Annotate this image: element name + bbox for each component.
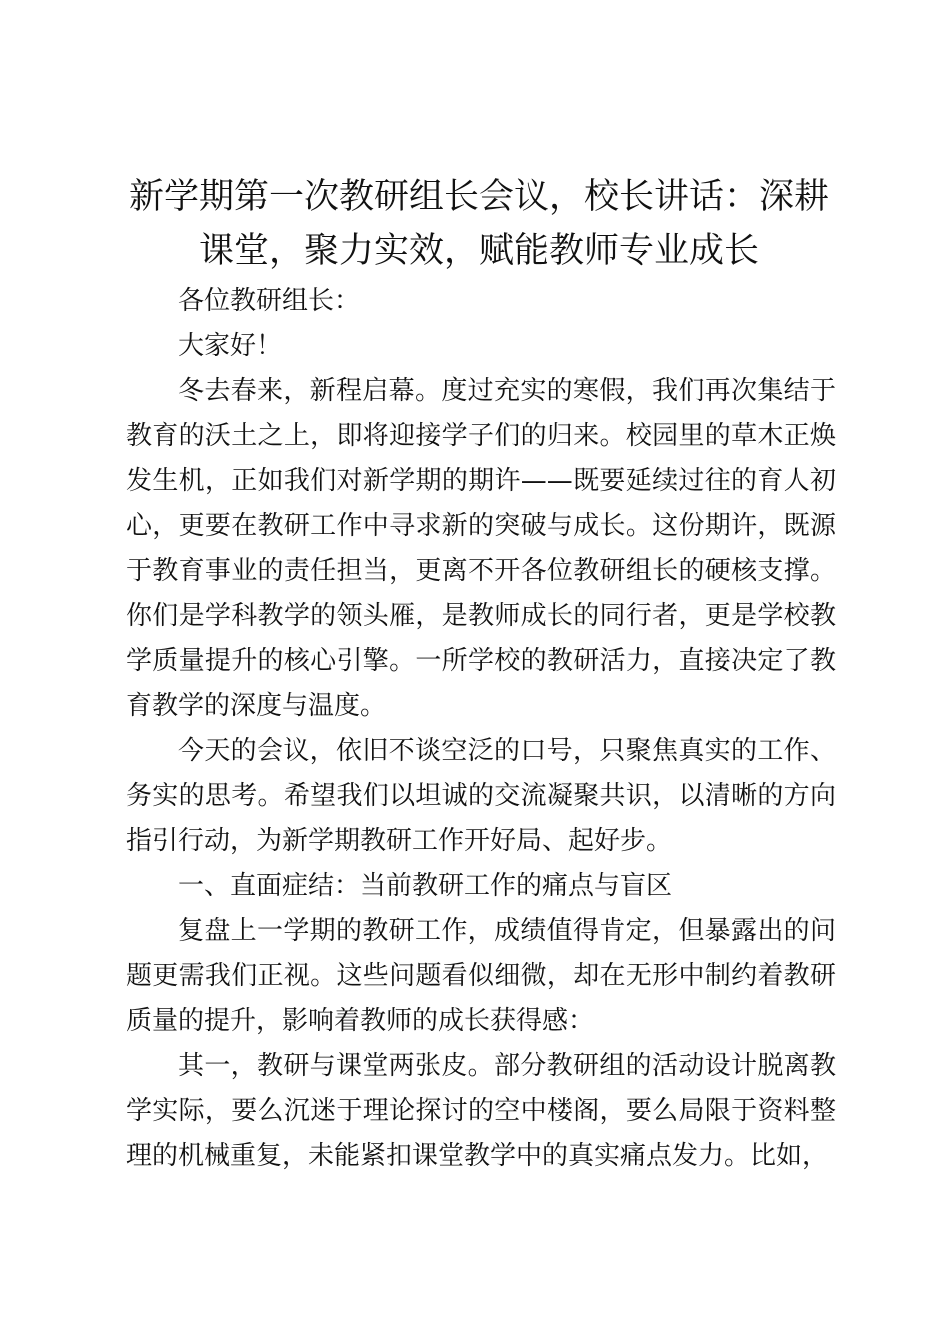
greeting: 大家好！: [178, 331, 283, 361]
document-body: [126, 279, 836, 1179]
document-title: 新学期第一次教研组长会议，校长讲话：深耕课堂，聚力实效，赋能教师专业成长: [128, 177, 829, 271]
paragraph-opening: 冬去春来，新程启幕。度过充实的寒假，我们再次集结于教育的沃土之上，即将迎接学子们的归来。校园里的草木正焕发生机，正如我们对新学期的期许——既要延续过往的育人初心，更要在教研工作中寻求新的突破与成长。这份期许，既源于教育事业的责任担当，更离不开各位教研组长的硬核支撑。你们是学科教学的领头雁，是教师成长的同行者，更是学校教学质量提升的核心引擎。一所学校的教研活力，直接决定了教育教学的深度与温度。: [126, 376, 836, 721]
salutation: 各位教研组长：: [178, 286, 361, 316]
section-heading-1: 一、直面症结：当前教研工作的痛点与盲区: [178, 871, 673, 901]
paragraph-issue-1: 其一，教研与课堂两张皮。部分教研组的活动设计脱离教学实际，要么沉迷于理论探讨的空中楼阁，要么局限于资料整理的机械重复，未能紧扣课堂教学中的真实痛点发力。比如，: [126, 1051, 836, 1171]
paragraph-review: 复盘上一学期的教研工作，成绩值得肯定，但暴露出的问题更需我们正视。这些问题看似细微，却在无形中制约着教研质量的提升，影响着教师的成长获得感：: [126, 916, 836, 1036]
paragraph-meeting-purpose: 今天的会议，依旧不谈空泛的口号，只聚焦真实的工作、务实的思考。希望我们以坦诚的交流凝聚共识，以清晰的方向指引行动，为新学期教研工作开好局、起好步。: [126, 736, 836, 856]
